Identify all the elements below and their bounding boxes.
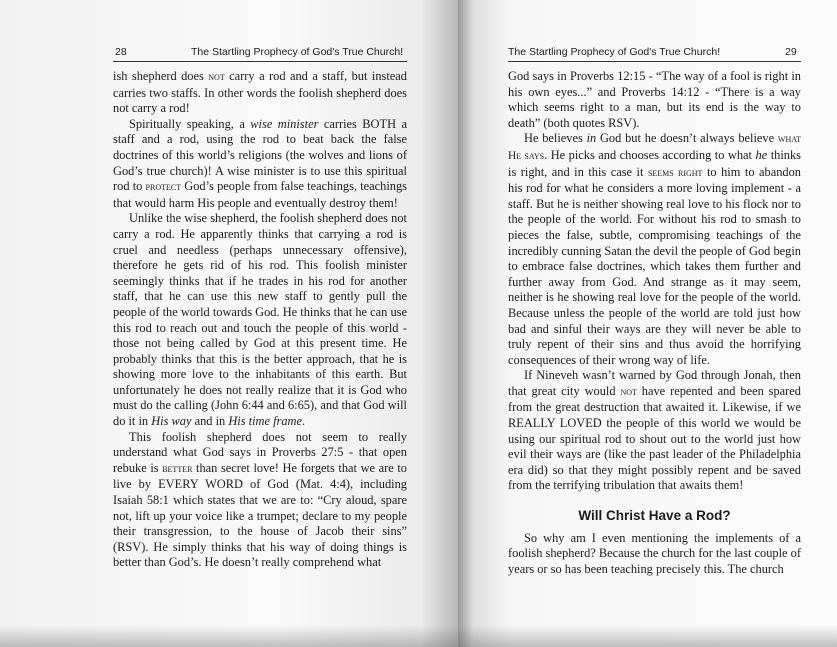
right-header-rule [508, 61, 801, 62]
left-page-number: 28 [115, 46, 127, 58]
paragraph: Spiritually speaking, a wise minister carries BOTH a staff and a rod, using the rod to beat back the false doctrines of this world’s religions (the wolves and lions of God’s true church)! A wise minister is to use this spiritual rod to protect God’s people from false teachings, teachings that would harm His people and eventually destroy them! [113, 116, 407, 210]
paragraph: Unlike the wise shepherd, the foolish shepherd does not carry a rod. He apparently thinks that carrying a rod is cruel and needless (perhaps unnecessary offensive), therefore he gets rid of his rod. This foolish minister seemingly thinks that if he trades in his rod for another staff, that he can use this new staff to gently pull the people of the world towards God. He thinks that he can use this rod to reach out and touch the people of this world - those not being called by God at this present time. He probably thinks that this is the better approach, that he is showing more love to the inhabitants of this earth. But unfortunately he does not really realize that it is God who must do the calling (John 6:44 and 6:65), and that God will do it in His way and in His time frame. [113, 211, 407, 429]
left-running-head: The Startling Prophecy of God's True Church! [191, 46, 404, 58]
right-body-text [508, 69, 801, 577]
left-header-rule [113, 61, 407, 62]
paragraph: This foolish shepherd does not seem to really understand what God says in Proverbs 27:5 - that open rebuke is better than secret love! He forgets that we are to live by EVERY WORD of God (Mat. 4:4), including Isaiah 58:1 which states that we are to: “Cry aloud, spare not, lift up your voice like a trumpet; declare to my people their transgression, to the house of Jacob their sins” (RSV). He simply thinks that his way of doing things is better than God’s. He doesn’t really comprehend what [113, 429, 408, 570]
right-page-number: 29 [785, 46, 797, 58]
right-page [458, 0, 837, 647]
paragraph: God says in Proverbs 12:15 - “The way of a fool is right in his own eyes...” and Proverbs 14:12 - “There is a way which seems right to a man, but its end is the way to death” (both quotes RSV). [508, 69, 801, 130]
paragraph: ish shepherd does not carry a rod and a staff, but instead carries two staffs. In other words the foolish shepherd does not carry a rod! [113, 69, 407, 116]
right-paragraphs-before [508, 69, 801, 494]
paragraph: So why am I even mentioning the implements of a foolish shepherd? Because the church for the last couple of years or so has been teaching precisely this. The church [508, 530, 801, 576]
right-running-head: The Startling Prophecy of God's True Church! [508, 46, 721, 58]
right-page-shadow [458, 625, 837, 647]
left-body-text [113, 69, 407, 571]
paragraph: If Nineveh wasn’t warned by God through Jonah, then that great city would not have repented and been spared from the great destruction that awaited it. Likewise, if we REALLY LOVED the people of this world we would be using our spiritual rod to shout out to the world just how evil their ways are (like the past leader of the Philadelphia era did) so that they might possibly repent and be saved from the terrifying tribulation that awaits them! [508, 368, 801, 493]
section-heading: Will Christ Have a Rod? [578, 508, 731, 524]
left-page-shadow [0, 625, 458, 647]
paragraph: He believes in God but he doesn’t always believe what He says. He picks and chooses according to what he thinks is right, and in this case it seems right to him to abandon his rod for what he considers a more loving implement - a staff. But he is neither showing real love to his flock nor to the people of the world. For without his rod to smash to pieces the false, subtle, compromising teachings of the incredibly cunning Satan the devil the people of God begin to embrace false doctrines, which takes them further and further away from God. And strange as it may seem, neither is he showing real love for the people of the world. Because unless the people of the world are told just how bad and sinful their ways are they will never be able to truly repent of their sins and thus avoid the horrifying consequences of their wrong way of life. [508, 131, 801, 367]
right-paragraphs-after [508, 531, 801, 578]
